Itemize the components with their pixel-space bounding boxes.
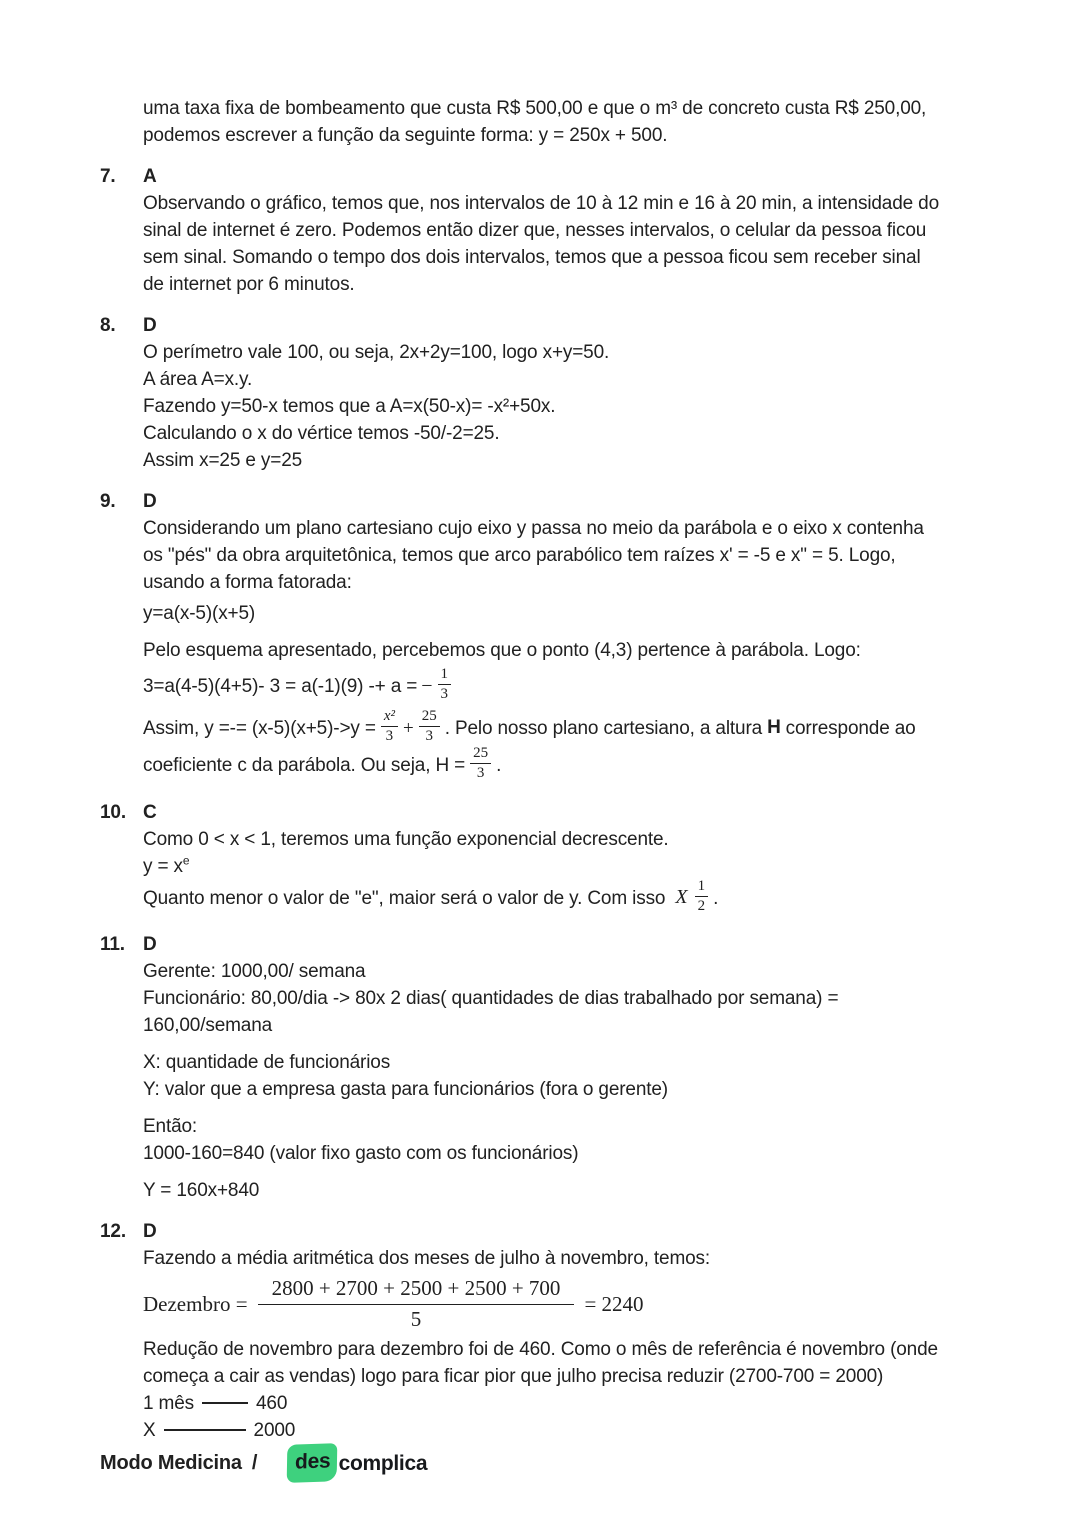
connector-line [202, 1402, 248, 1404]
text-line: 160,00/semana [143, 1015, 273, 1036]
text-line: Assim x=25 e y=25 [143, 450, 303, 471]
equation-base: y = x [143, 855, 183, 877]
period: . [496, 754, 502, 776]
connector-line [164, 1429, 246, 1431]
text-line: Y: valor que a empresa gasta para funcionários (fora o gerente) [143, 1079, 668, 1100]
text-line: Como 0 < x < 1, teremos uma função exponencial decrescente. [143, 828, 669, 850]
fraction-x-squared-over-3: $\frac{\text{x²}}{3}$ [381, 708, 398, 746]
text-line: Fazendo y=50-x temos que a A=x(50-x)= -x²+50x. [143, 396, 556, 417]
text-line: Calculando o x do vértice temos -50/-2=25. [143, 423, 500, 444]
text-segment: Quanto menor o valor de "e", maior será o valor de y. Com isso [143, 887, 666, 909]
exponent: e [182, 853, 190, 868]
equation-text: Assim, y =-= (x-5)(x+5)->y = [143, 717, 376, 739]
text-line: Pelo esquema apresentado, percebemos que o ponto (4,3) pertence à parábola. Logo: [143, 640, 861, 661]
page-footer [100, 1444, 980, 1482]
text-line: podemos escrever a função da seguinte forma: y = 250x + 500. [143, 125, 668, 146]
answer-letter: D [143, 1221, 157, 1242]
text-segment: . Pelo nosso plano cartesiano, a altura [444, 717, 763, 739]
question-12 [100, 1218, 980, 1444]
text-line: Fazendo a média aritmética dos meses de julho à novembro, temos: [143, 1248, 711, 1269]
intro-paragraph [143, 95, 980, 149]
footer-brand-title: Modo Medicina [100, 1451, 242, 1474]
question-number: 9. [100, 491, 116, 512]
text-line: X: quantidade de funcionários [143, 1052, 391, 1073]
question-10 [100, 799, 980, 918]
text-line: 1000-160=840 (valor fixo gasto com os funcionários) [143, 1143, 579, 1164]
text-line: Redução de novembro para dezembro foi de 460. Como o mês de referência é novembro (onde [143, 1339, 938, 1361]
exponential-equation [143, 853, 980, 880]
equation-result: = 2240 [584, 1291, 644, 1316]
answer-letter: A [143, 166, 157, 187]
proportion-row-1 [143, 1390, 980, 1417]
question-9 [100, 488, 980, 785]
answer-letter: C [143, 801, 157, 823]
text-line: A área A=x.y. [143, 369, 253, 390]
text-segment: corresponde ao [785, 717, 916, 739]
question-number: 11. [100, 934, 125, 955]
equation-text: 3=a(4-5)(4+5)- 3 = a(-1)(9) -+ a = [143, 675, 418, 697]
text-line: sem sinal. Somando o tempo dos dois intervalos, temos que a pessoa ficou sem receber sinal [143, 247, 921, 268]
question-11 [100, 931, 980, 1204]
variable-x: X [675, 886, 688, 909]
minus-sign: − [421, 674, 433, 697]
question-8 [100, 312, 980, 474]
footer-separator: / [251, 1451, 258, 1474]
text-line: sinal de internet é zero. Podemos então dizer que, nesses intervalos, o celular da pessoa ficou [143, 220, 927, 241]
question-7 [100, 163, 980, 298]
average-equation [143, 1276, 980, 1332]
text-line: os "pés" da obra arquitetônica, temos que arco parabólico tem raízes x' = -5 e x" = 5. Logo, [143, 545, 896, 566]
text-line: Considerando um plano cartesiano cujo eixo y passa no meio da parábola e o eixo x contenha [143, 518, 924, 539]
fraction-25-over-3: $\frac{25}{3}$ [470, 745, 491, 783]
answer-letter: D [143, 315, 157, 336]
proportion-value: 460 [256, 1393, 288, 1415]
question-number: 7. [100, 166, 116, 187]
text-line: Então: [143, 1116, 198, 1137]
plus-sign: + [402, 717, 414, 739]
text-line: Y = 160x+840 [143, 1180, 260, 1201]
period: . [713, 887, 719, 909]
text-line: Funcionário: 80,00/dia -> 80x 2 dias( quantidades de dias trabalhado por semana) = [143, 988, 839, 1009]
text-line: O perímetro vale 100, ou seja, 2x+2y=100, logo x+y=50. [143, 342, 610, 363]
question-number: 12. [100, 1221, 126, 1242]
fraction-25-over-3: $\frac{25}{3}$ [419, 708, 440, 746]
text-line: usando a forma fatorada: [143, 572, 352, 593]
equation-coefficient-a [143, 668, 980, 706]
proportion-label: X [143, 1420, 156, 1442]
conclusion-line-2 [143, 747, 980, 785]
conclusion-line-1 [143, 707, 980, 748]
proportion-value: 2000 [253, 1420, 296, 1442]
text-line: Gerente: 1000,00/ semana [143, 961, 366, 982]
text-line: de internet por 6 minutos. [143, 274, 355, 295]
logo-complica-text: complica [338, 1451, 428, 1475]
text-line: começa a cair as vendas) logo para ficar pior que julho precisa reduzir (2700-700 = 2000) [143, 1366, 884, 1388]
fraction-one-half: $\frac{1}{2}$ [695, 878, 709, 916]
text-line-with-fraction [143, 877, 980, 918]
descomplica-logo [287, 1444, 427, 1482]
equation-factored-form: y=a(x-5)(x+5) [143, 603, 256, 624]
answer-letter: D [143, 491, 157, 512]
height-symbol: H [767, 717, 781, 739]
fraction-sum-over-5: $\frac{2800 + 2700 + 2500 + 2500 + 700}{5}$ [258, 1276, 575, 1332]
text-line: Observando o gráfico, temos que, nos intervalos de 10 à 12 min e 16 à 20 min, a intensidade do [143, 193, 940, 214]
proportion-label: 1 mês [143, 1393, 194, 1415]
answer-letter: D [143, 934, 157, 955]
proportion-row-2 [143, 1417, 980, 1444]
text-line: uma taxa fixa de bombeamento que custa R$ 500,00 e que o m³ de concreto custa R$ 250,00, [143, 98, 927, 119]
text-segment: coeficiente c da parábola. Ou seja, H = [143, 754, 466, 776]
equation-label: Dezembro = [143, 1291, 248, 1316]
question-number: 8. [100, 315, 116, 336]
logo-des-badge: des [287, 1443, 338, 1483]
fraction-one-third: $\frac{1}{3}$ [438, 666, 452, 704]
question-number: 10. [100, 801, 126, 823]
